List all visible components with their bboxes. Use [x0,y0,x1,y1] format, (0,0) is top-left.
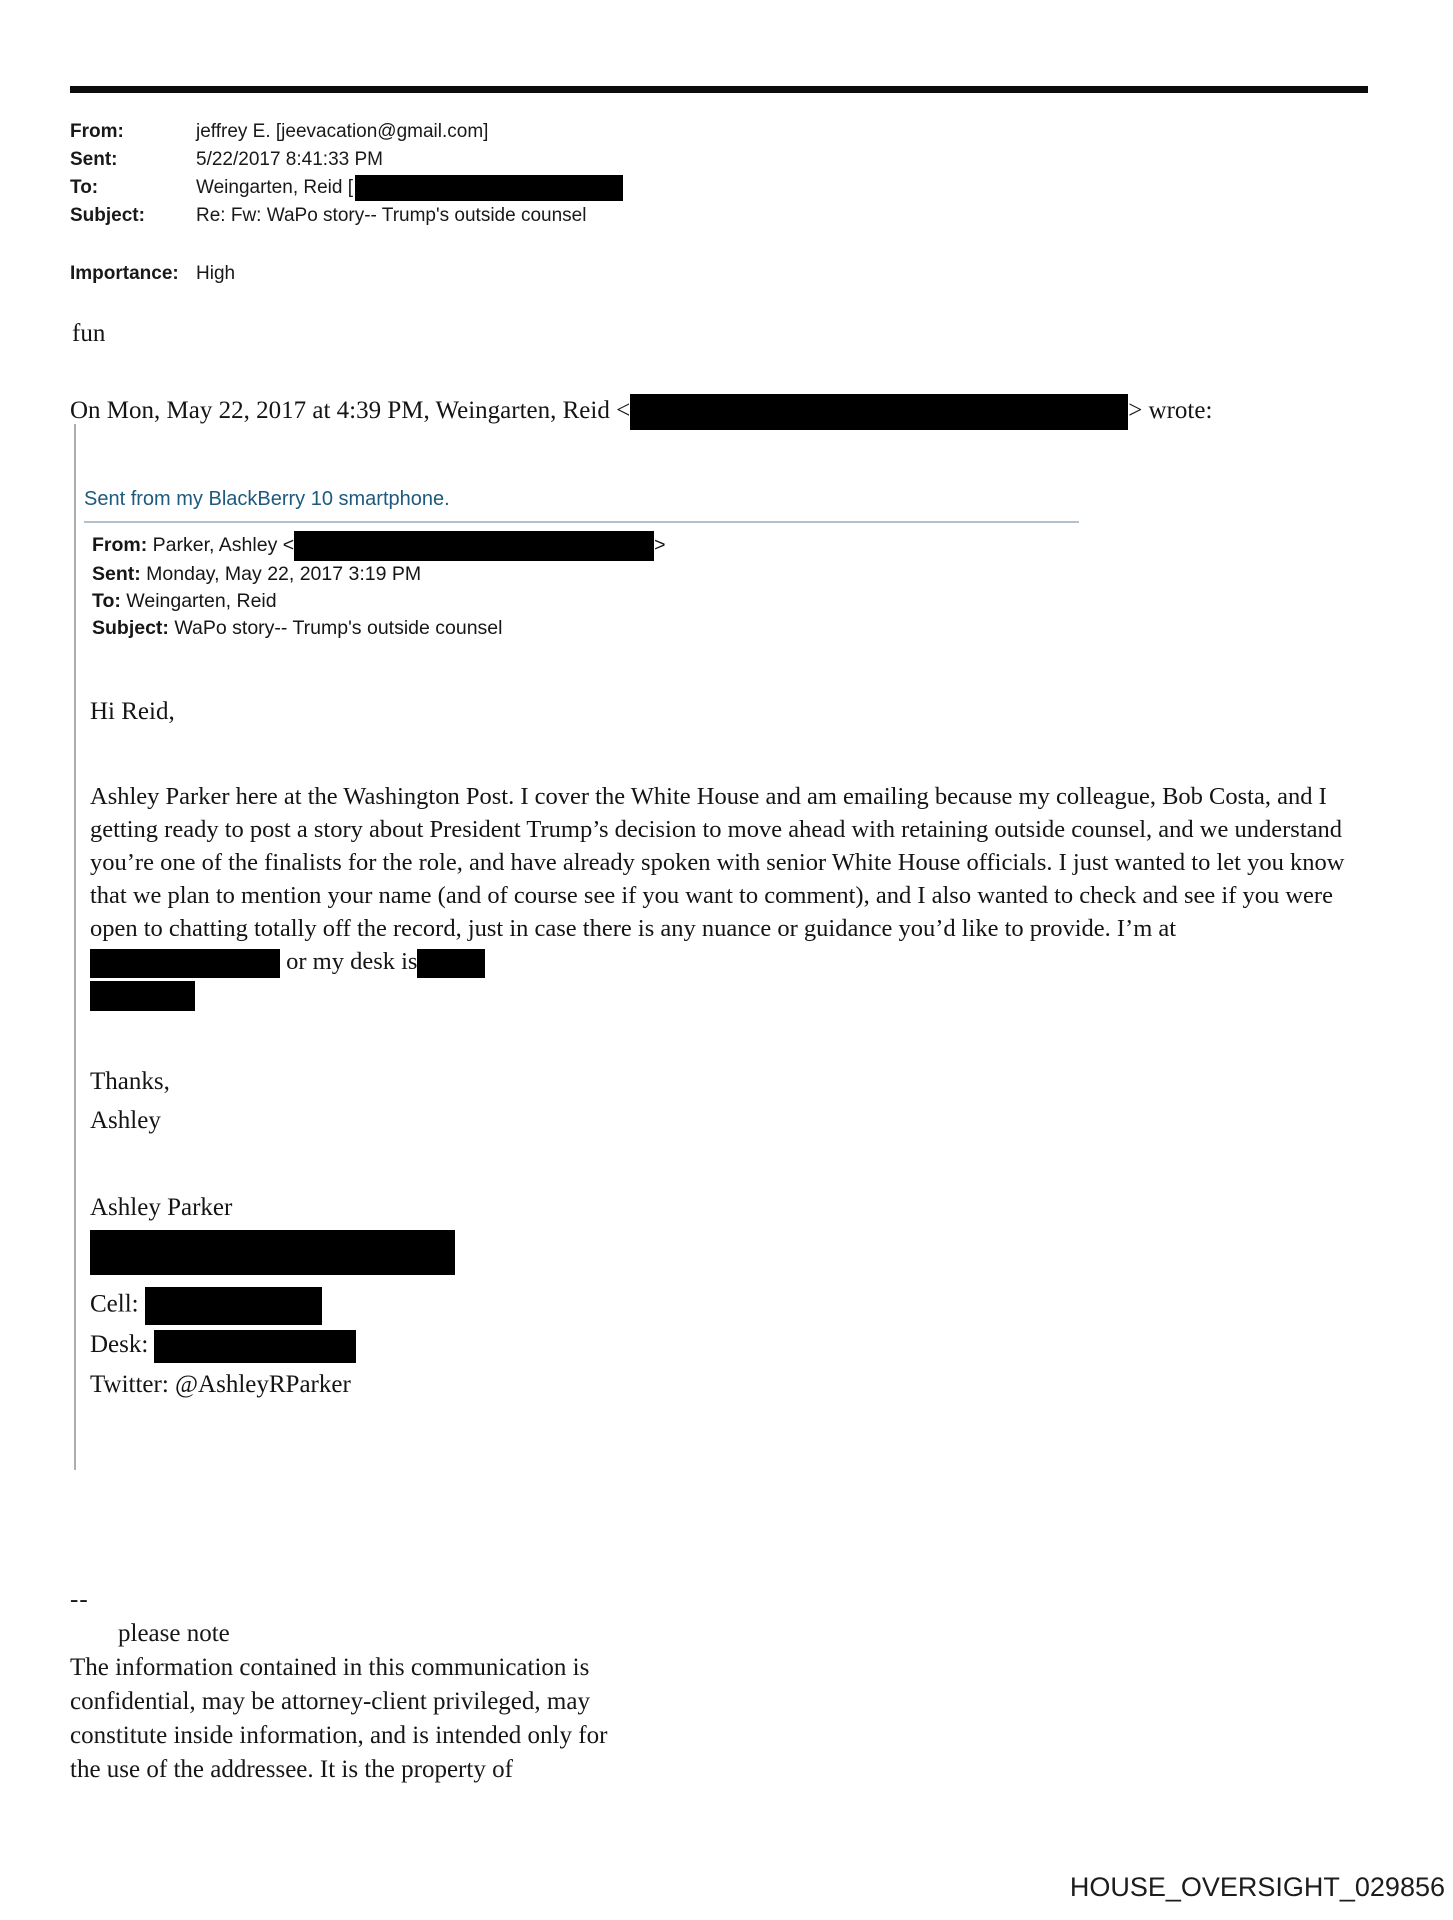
header-row-to [70,174,623,202]
inner-sent-label: Sent: [92,563,141,585]
quoted-intro-suffix: > wrote: [1128,397,1213,424]
reply-body-text: fun [72,320,106,347]
inner-to-label: To: [92,590,121,612]
bates-stamp: HOUSE_OVERSIGHT_029856 [1069,1872,1445,1902]
from-value: jeffrey E. [jeevacation@gmail.com] [196,121,489,142]
redaction-bar-desk [154,1330,356,1363]
inner-from-suffix: > [654,534,666,557]
outer-email-header [70,118,623,288]
header-row-subject [70,202,623,230]
disclaimer-line: the use of the addressee. It is the property of [70,1756,513,1783]
closing-thanks: Thanks, [90,1068,170,1095]
importance-label: Importance: [70,263,179,284]
header-row-importance [70,260,623,288]
redaction-bar-desk-number-end [90,981,195,1011]
redaction-bar-cell [145,1287,322,1325]
inner-subject-label: Subject: [92,617,169,639]
twitter-line: Twitter: @AshleyRParker [90,1371,351,1398]
to-value: Weingarten, Reid [ [196,174,623,202]
importance-value: High [196,263,236,284]
redaction-bar-cell-number [90,949,280,978]
cell-row [84,1287,1380,1325]
sent-label: Sent: [70,149,118,170]
inner-row-subject [92,615,1380,642]
cell-label: Cell: [90,1290,139,1318]
redaction-bar-parker-email [294,531,654,561]
inner-sent-value: Monday, May 22, 2017 3:19 PM [146,563,422,585]
disclaimer-line: The information contained in this communication is [70,1654,590,1681]
inner-email-header [84,531,1380,642]
disclaimer-line: confidential, may be attorney-client privileged, may [70,1688,590,1715]
message-paragraph [84,780,1362,978]
inner-from-value: Parker, Ashley < [152,534,295,557]
redaction-bar-signature-block [90,1230,455,1275]
greeting-text: Hi Reid, [90,698,175,725]
desk-label: Desk: [90,1331,149,1359]
redaction-bar-to-address [355,175,623,201]
redaction-bar-desk-number-start [417,949,485,978]
signature-name: Ashley Parker [90,1194,233,1221]
confidentiality-footer [70,1583,607,1787]
subject-value: Re: Fw: WaPo story-- Trump's outside counsel [196,205,587,226]
footer-dashes: -- [70,1586,89,1613]
footer-please-note: please note [118,1620,230,1647]
subject-label: Subject: [70,205,145,226]
blackberry-signature: Sent from my BlackBerry 10 smartphone. [84,488,450,510]
header-row-sent [70,146,623,174]
header-top-rule [70,86,1368,93]
inner-row-sent [92,561,1380,588]
paragraph-text-part1: Ashley Parker here at the Washington Post. I cover the White House and am emailing because my colleague, Bob Costa, and I getting ready to post a story about President Trump’s decision to move ahead with retaining outside counsel, and we understand you’re one of the finalists for the role, and have already spoken with senior White House officials. I just wanted to let you know that we plan to mention your name (and of course see if you want to comment), and I also wanted to check and see if you were open to chatting totally off the record, just in case there is any nuance or guidance you’d like to provide. I’m at [90,783,1345,942]
inner-from-label: From: [92,534,148,557]
quoted-intro-prefix: On Mon, May 22, 2017 at 4:39 PM, Weingarten, Reid < [70,397,631,424]
inner-to-value: Weingarten, Reid [126,590,277,612]
desk-row [84,1330,1380,1363]
from-label: From: [70,121,124,142]
paragraph-redaction-continuation [84,981,1380,1011]
header-row-from [70,118,623,146]
closing-name: Ashley [90,1107,161,1134]
inner-row-to [92,588,1380,615]
to-label: To: [70,177,99,198]
quoted-email-block [74,424,1380,1470]
inner-subject-value: WaPo story-- Trump's outside counsel [174,617,503,639]
sent-value: 5/22/2017 8:41:33 PM [196,149,383,170]
disclaimer-line: constitute inside information, and is intended only for [70,1722,608,1749]
paragraph-text-part2: or my desk is [286,948,418,975]
divider-rule [84,521,1079,523]
inner-row-from [92,531,1380,561]
